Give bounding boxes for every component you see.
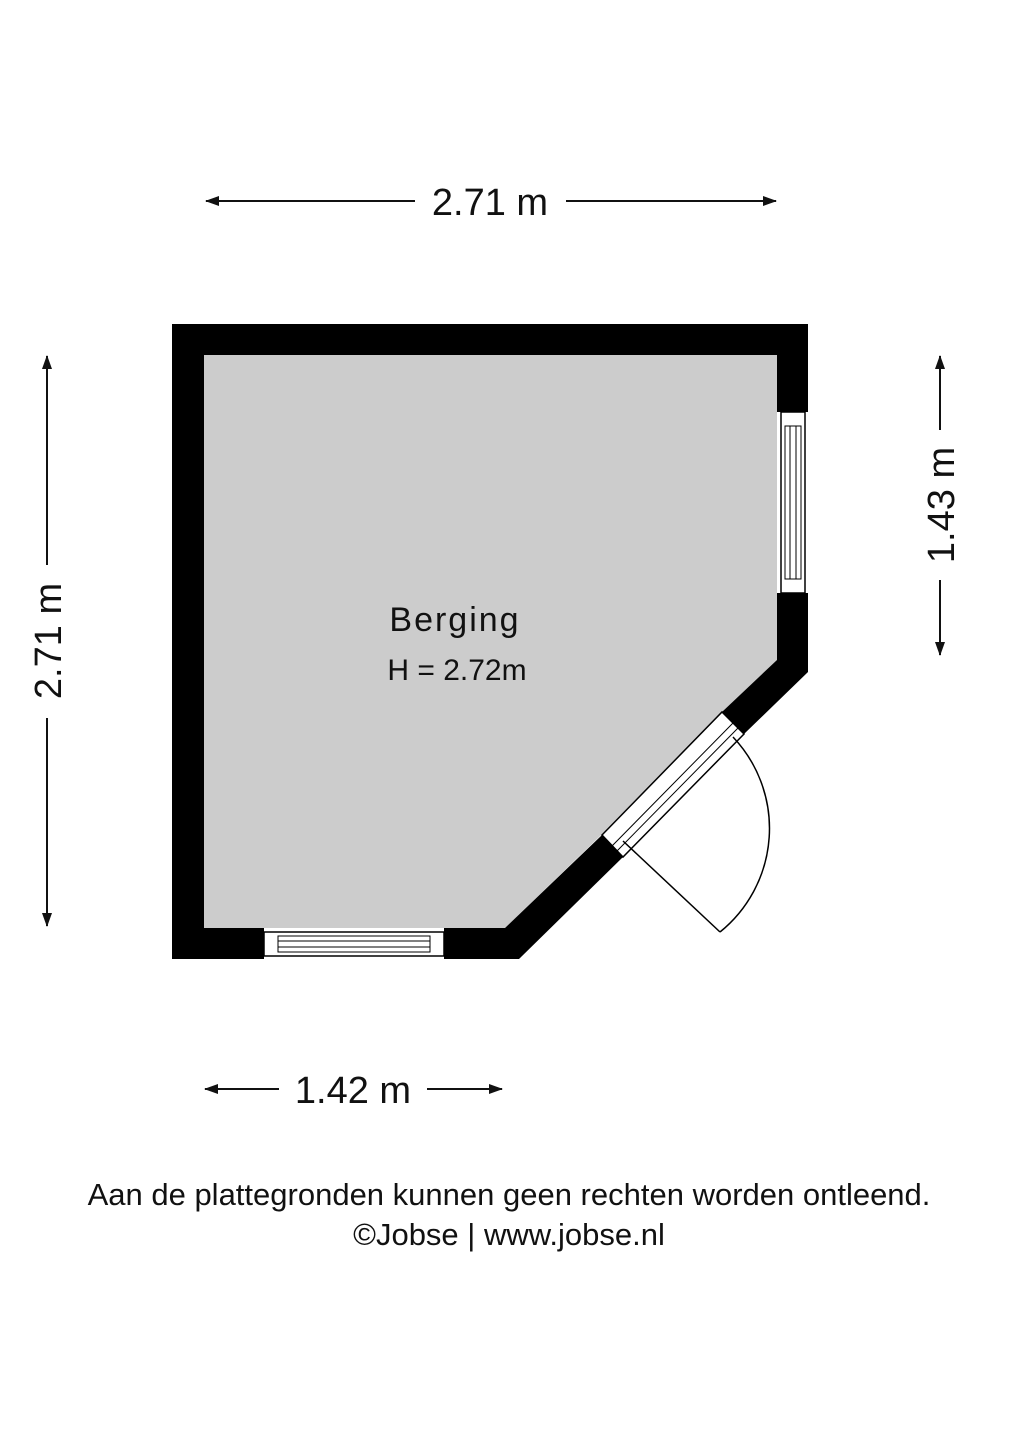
room-floor: [204, 355, 777, 928]
footer-credit: ©Jobse | www.jobse.nl: [353, 1217, 665, 1252]
dimension-right: [921, 356, 963, 655]
window-bottom: [264, 932, 444, 956]
wall-top: [172, 324, 808, 355]
wall-left: [172, 324, 204, 959]
room-height: H = 2.72m: [387, 654, 527, 687]
door-leaf: [623, 841, 720, 932]
dimension-left-label: 2.71 m: [28, 582, 70, 700]
dimension-right-label: 1.43 m: [921, 446, 963, 564]
door-swing-arc: [720, 737, 769, 932]
wall-bottom-left: [172, 928, 264, 959]
footer-disclaimer: Aan de plattegronden kunnen geen rechten worden ontleend.: [87, 1177, 931, 1212]
wall-right-upper: [777, 324, 808, 412]
dimension-left: [28, 356, 70, 926]
room-name: Berging: [389, 601, 521, 639]
dimension-top: [206, 182, 776, 224]
dimension-top-label: 2.71 m: [431, 182, 549, 224]
dimension-bottom: [205, 1070, 502, 1112]
dimension-bottom-label: 1.42 m: [294, 1070, 412, 1112]
window-right: [781, 412, 805, 593]
